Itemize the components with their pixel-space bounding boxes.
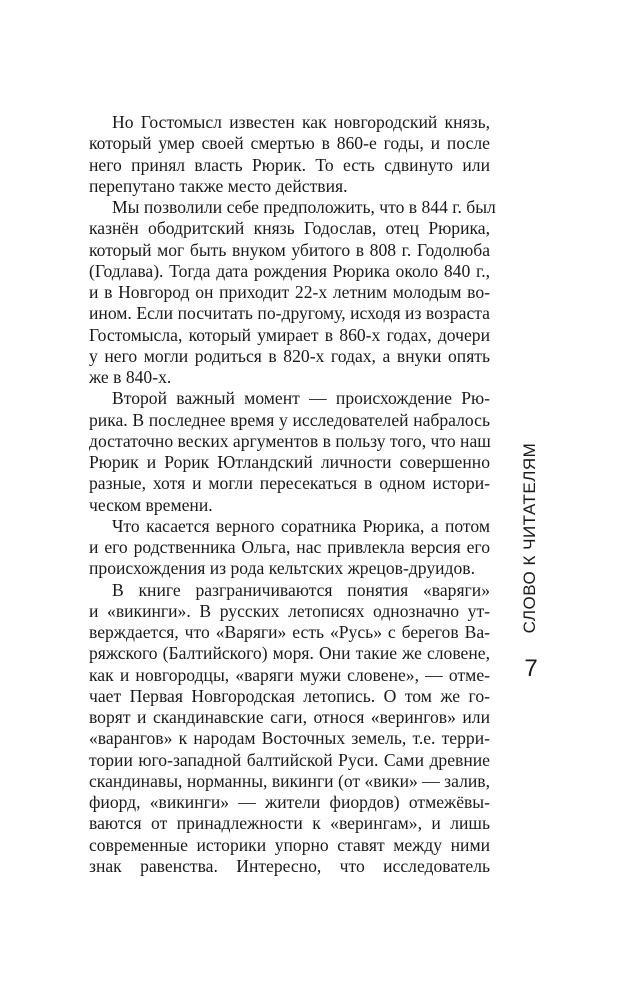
text-line: у него могли родиться в 820-х годах, а внуки опять <box>89 345 490 366</box>
text-line: тории юго-западной балтийской Руси. Сами древние <box>89 749 490 770</box>
text-line: «варангов» к народам Восточных земель, т.е. терри- <box>89 728 490 749</box>
text-line: Рюрик и Рорик Ютландский личности совершенно <box>89 452 490 472</box>
text-line: него принял власть Рюрик. То есть сдвинуто или <box>89 154 490 175</box>
text-line: Но Гостомысл известен как новгородский князь, <box>112 112 490 132</box>
text-line: (Годлава). Тогда дата рождения Рюрика около 840 г., <box>89 260 490 281</box>
running-head-text: СЛОВО К ЧИТАТЕЛЯМ <box>520 442 539 634</box>
text-line: современные историки упорно ставят между ними <box>89 834 490 855</box>
text-line: казнён ободритский князь Годослав, отец Рюрика, <box>89 218 490 239</box>
body-text <box>89 112 496 877</box>
text-line: ваются от принадлежности к «верингам», и лишь <box>89 813 490 834</box>
text-line: разные, хотя и могли пересекаться в одном истори- <box>89 473 490 494</box>
text-line: же в 840-х. <box>89 367 172 387</box>
text-line: Второй важный момент — происхождение Рю- <box>112 388 490 409</box>
text-line: В книге разграничиваются понятия «варяги» <box>112 579 490 600</box>
text-line: чает Первая Новгородская летопись. О том же го- <box>89 685 490 706</box>
text-line: скандинавы, норманны, викинги (от «вики» — залив, <box>89 770 490 791</box>
text-line: Мы позволили себе предположить, что в 844 г. был <box>112 197 496 217</box>
text-line: ворят и скандинавские саги, относя «верингов» или <box>89 707 490 727</box>
text-line: перепутано также место действия. <box>89 175 348 196</box>
text-line: рика. В последнее время у исследователей набралось <box>89 409 490 430</box>
text-line: происхождения из рода кельтских жрецов-друидов. <box>89 558 475 579</box>
text-line: фиорд, «викинги» — жители фиордов) отмежёвы- <box>89 792 490 812</box>
text-line: ческом времени. <box>89 494 213 515</box>
text-line: верждается, что «Варяги» есть «Русь» с берегов Ва- <box>89 622 490 642</box>
text-line: Гостомысла, который умирает в 860-х годах, дочери <box>89 324 490 345</box>
text-line: как и новгородцы, «варяги мужи словене», — отме- <box>89 664 490 685</box>
text-line: Что касается верного соратника Рюрика, а потом <box>112 515 490 536</box>
running-head <box>518 438 542 638</box>
page-number: 7 <box>524 655 538 682</box>
text-line: и в Новгород он приходит 22-х летним молодым во- <box>89 282 490 302</box>
text-line: достаточно веских аргументов в пользу того, что наш <box>89 430 491 451</box>
text-line: знак равенства. Интересно, что исследователь <box>89 855 490 876</box>
text-line: ряжского (Балтийского) моря. Они такие же словене, <box>89 643 490 664</box>
text-line: который мог быть внуком убитого в 808 г. Годолюба <box>89 239 490 260</box>
text-line: который умер своей смертью в 860-е годы, и после <box>89 133 490 154</box>
text-line: ином. Если посчитать по-другому, исходя из возраста <box>89 303 490 324</box>
text-line: и его родственника Ольга, нас привлекла версия его <box>89 537 490 557</box>
text-line: и «викинги». В русских летописях однозначно ут- <box>89 600 490 621</box>
